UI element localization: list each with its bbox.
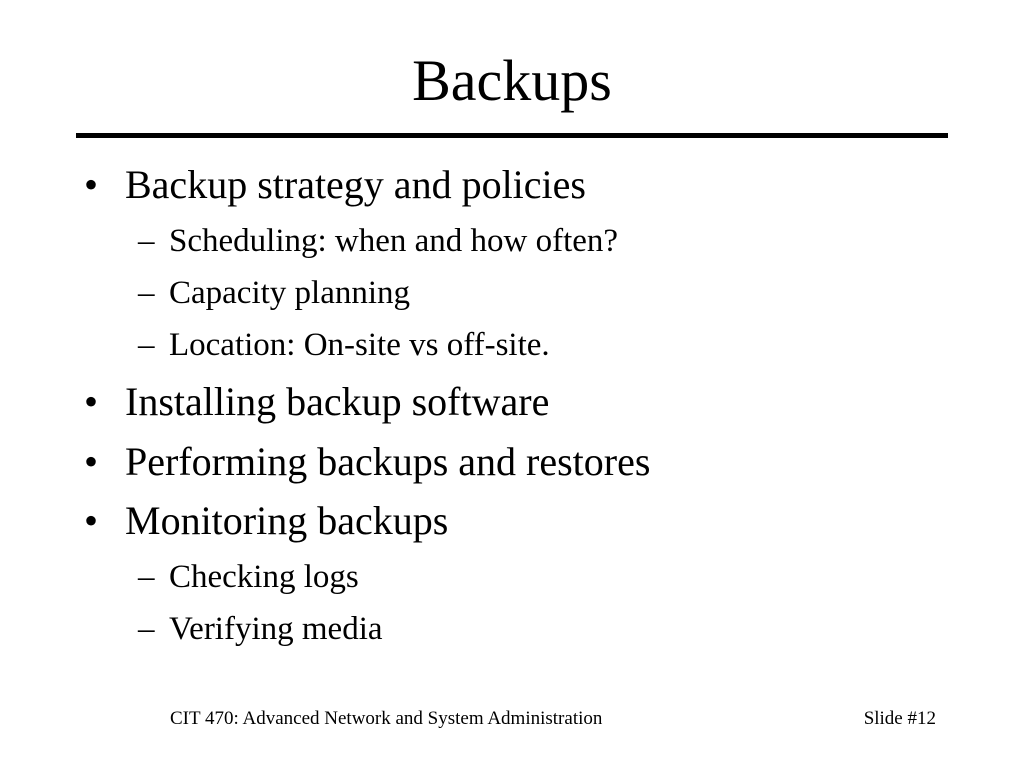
dash-marker: – [138,223,155,259]
bullet-marker: • [84,498,99,543]
bullet-item [84,497,448,545]
dash-marker: – [138,611,155,647]
sub-bullet-text: Checking logs [169,559,359,595]
dash-marker: – [138,275,155,311]
sub-bullet-text: Scheduling: when and how often? [169,223,619,259]
slide-title: Backups [412,48,612,113]
sub-bullet-text: Location: On-site vs off-site. [169,327,550,363]
footer-slide-number: Slide #12 [863,708,936,729]
sub-bullet-item [138,221,618,261]
sub-bullet-text: Verifying media [169,611,383,647]
bullet-item [84,378,549,426]
dash-marker: – [138,559,155,595]
bullet-item [84,438,650,486]
bullet-item [84,161,586,209]
bullet-text: Backup strategy and policies [125,162,586,207]
sub-bullet-item [138,557,359,597]
bullet-marker: • [84,162,99,207]
sub-bullet-text: Capacity planning [169,275,411,311]
bullet-marker: • [84,379,99,424]
bullet-marker: • [84,439,99,484]
bullet-text: Installing backup software [125,379,550,424]
dash-marker: – [138,327,155,363]
footer-course-title: CIT 470: Advanced Network and System Administration [170,708,603,729]
bullet-text: Monitoring backups [125,498,449,543]
sub-bullet-item [138,609,383,649]
sub-bullet-item [138,325,550,365]
sub-bullet-item [138,273,410,313]
bullet-text: Performing backups and restores [125,439,651,484]
